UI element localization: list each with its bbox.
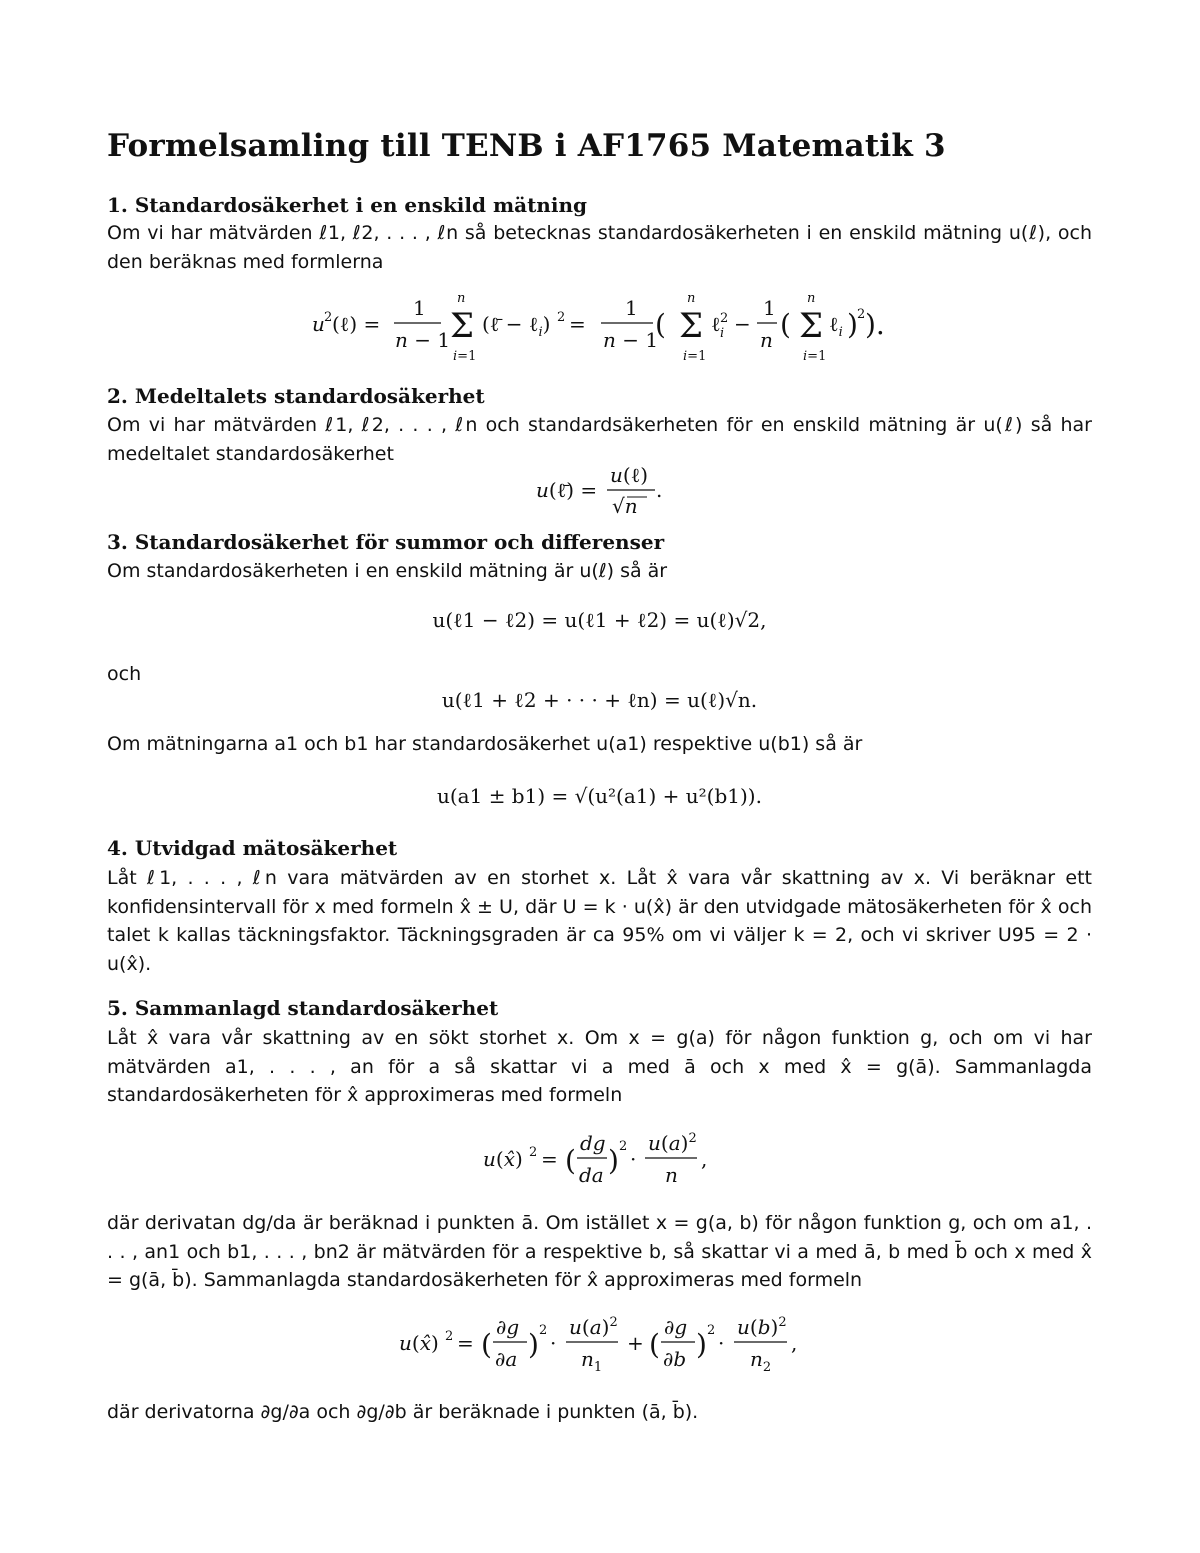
svg-text:i=1: i=1: [453, 349, 477, 364]
svg-text:n: n: [457, 291, 466, 306]
section-3-text: Om standardosäkerheten i en enskild mätning är u(ℓ) så är: [107, 560, 668, 582]
svg-text:1: 1: [625, 296, 638, 320]
svg-text:∂g: ∂g: [496, 1315, 520, 1339]
svg-text:u(x̂): u(x̂): [483, 1147, 523, 1171]
svg-text:ℓi: ℓ$_i$: [829, 312, 843, 340]
svg-text:.: .: [656, 478, 663, 502]
svg-text:): ): [528, 1328, 539, 1361]
svg-text:·: ·: [550, 1331, 557, 1355]
formula-svg: [107, 460, 1092, 520]
svg-text:·: ·: [630, 1147, 637, 1171]
svg-text:2: 2: [857, 307, 866, 322]
section-2-formula: [107, 460, 1092, 520]
svg-text:i=1: i=1: [803, 349, 827, 364]
svg-text:·: ·: [718, 1331, 725, 1355]
section-3-formula-2: u(ℓ1 + ℓ2 + · · · + ℓn) = u(ℓ)√n.: [441, 688, 758, 712]
svg-text:√n: √n: [612, 494, 638, 518]
svg-text:2: 2: [707, 1323, 716, 1338]
svg-text:,: ,: [701, 1147, 708, 1171]
section-3-formula-3: u(a1 ± b1) = √(u²(a1) + u²(b1)).: [437, 784, 762, 808]
svg-text:u: u: [312, 312, 325, 336]
page-title: Formelsamling till TENB i AF1765 Matematik 3: [107, 128, 946, 164]
svg-text:−: −: [734, 312, 751, 336]
svg-text:2: 2: [529, 1145, 538, 1160]
svg-text:u(ℓ̄) =: u(ℓ̄) =: [536, 478, 598, 502]
svg-text:(: (: [481, 1328, 492, 1361]
svg-text:1: 1: [413, 296, 426, 320]
svg-text:u(x̂): u(x̂): [399, 1331, 439, 1355]
svg-text:n2: $n_2$: [750, 1347, 772, 1375]
svg-text:(: (: [649, 1328, 660, 1361]
svg-text:u(a)2: $u(a)^2$: [648, 1131, 697, 1155]
svg-text:): ): [847, 308, 858, 341]
section-5-heading: 5. Sammanlagd standardosäkerhet: [107, 996, 499, 1020]
svg-text:∂a: ∂a: [495, 1347, 518, 1371]
svg-text:=: =: [541, 1147, 558, 1171]
svg-text:1: 1: [763, 296, 776, 320]
svg-text:n: n: [665, 1163, 678, 1187]
formula-svg: [107, 290, 1092, 365]
svg-text:Σ: Σ: [799, 306, 824, 346]
svg-text:i: i: [720, 326, 725, 341]
section-1-text: Om vi har mätvärden ℓ1, ℓ2, . . . , ℓn så betecknas standardosäkerheten i en enskild mätning u(ℓ), och den beräknas med formlerna: [107, 222, 1092, 273]
section-3-text-3: Om mätningarna a1 och b1 har standardosäkerhet u(a1) respektive u(b1) så är: [107, 733, 863, 755]
svg-text:).: ).: [865, 308, 885, 341]
svg-text:ℓ: ℓ: [711, 312, 721, 336]
formula-svg: [107, 1310, 1092, 1375]
svg-text:2: 2: [720, 311, 729, 326]
svg-text:2: 2: [445, 1329, 454, 1344]
svg-text:n: n: [687, 291, 696, 306]
svg-text:,: ,: [791, 1331, 798, 1355]
svg-text:u(b)2: $u(b)^2$: [737, 1315, 787, 1339]
section-2-heading: 2. Medeltalets standardosäkerhet: [107, 384, 485, 408]
svg-text:dg: dg: [580, 1131, 606, 1155]
svg-text:Σ: Σ: [679, 306, 704, 346]
section-4-text: Låt ℓ1, . . . , ℓn vara mätvärden av en storhet x. Låt x̂ vara vår skattning av x. Vi beräknar ett konfidensintervall för x med formeln x̂ ± U, där U = k · u(x̂) är den utvidgade mätosäkerheten för x̂ och talet k kallas täckningsfaktor. Täckningsgraden är ca 95% om vi väljer k = 2, och vi skriver U95 = 2 · u(x̂).: [107, 867, 1092, 975]
svg-text:da: da: [579, 1163, 604, 1187]
section-1-formula: [107, 290, 1092, 365]
svg-text:Σ: Σ: [450, 306, 475, 346]
svg-text:n − 1: n − 1: [395, 328, 451, 352]
svg-text:=: =: [457, 1331, 474, 1355]
svg-text:): ): [696, 1328, 707, 1361]
section-3-heading: 3. Standardosäkerhet för summor och differenser: [107, 530, 665, 554]
section-4-heading: 4. Utvidgad mätosäkerhet: [107, 836, 398, 860]
svg-text:(ℓ̄ − ℓi): (ℓ̄ − ℓ$_i$): [482, 312, 551, 340]
svg-text:(: (: [655, 308, 666, 341]
section-3-formula: u(ℓ1 − ℓ2) = u(ℓ1 + ℓ2) = u(ℓ)√2,: [432, 608, 767, 632]
svg-text:+: +: [627, 1331, 644, 1355]
svg-text:u(a)2: $u(a)^2$: [569, 1315, 618, 1339]
svg-text:2: 2: [557, 310, 566, 325]
section-5-text-3: där derivatorna ∂g/∂a och ∂g/∂b är beräknade i punkten (ā, b̄).: [107, 1401, 699, 1423]
svg-text:2: 2: [324, 310, 333, 325]
svg-text:n − 1: n − 1: [603, 328, 659, 352]
svg-text:n: n: [807, 291, 816, 306]
svg-text:(: (: [565, 1144, 576, 1177]
svg-text:∂b: ∂b: [663, 1347, 687, 1371]
svg-text:(ℓ) =: (ℓ) =: [332, 312, 381, 336]
section-5-formula: [107, 1128, 1092, 1188]
svg-text:): ): [608, 1144, 619, 1177]
svg-text:∂g: ∂g: [664, 1315, 688, 1339]
svg-text:=: =: [569, 312, 586, 336]
section-3-text-och: och: [107, 663, 142, 685]
svg-text:n: n: [760, 328, 773, 352]
section-2-text: Om vi har mätvärden ℓ1, ℓ2, . . . , ℓn och standardsäkerheten för en enskild mätning är u(ℓ) så har medeltalet standardosäkerhet: [107, 414, 1092, 465]
section-1-heading: 1. Standardosäkerhet i en enskild mätning: [107, 193, 587, 217]
svg-text:u(ℓ): u(ℓ): [610, 463, 649, 487]
svg-text:2: 2: [619, 1139, 628, 1154]
svg-text:(: (: [780, 308, 791, 341]
section-5-text-2: där derivatan dg/da är beräknad i punkten ā. Om istället x = g(a, b) för någon funktion g, och om a1, . . . , an1 och b1, . . . , bn2 är mätvärden för a respektive b, så skattar vi a med ā, b med b̄ och x med x̂ = g(ā, b̄). Sammanlagda standardosäkerheten för x̂ approximeras med formeln: [107, 1212, 1092, 1291]
svg-text:i=1: i=1: [683, 349, 707, 364]
svg-text:n1: $n_1$: [581, 1347, 603, 1375]
section-5-text: Låt x̂ vara vår skattning av en sökt storhet x. Om x = g(a) för någon funktion g, och om vi har mätvärden a1, . . . , an för a så skattar vi a med ā och x med x̂ = g(ā). Sammanlagda standardosäkerheten för x̂ approximeras med formeln: [107, 1027, 1092, 1106]
formula-svg: [107, 1128, 1092, 1188]
section-5-formula-2: [107, 1310, 1092, 1375]
svg-text:2: 2: [539, 1323, 548, 1338]
